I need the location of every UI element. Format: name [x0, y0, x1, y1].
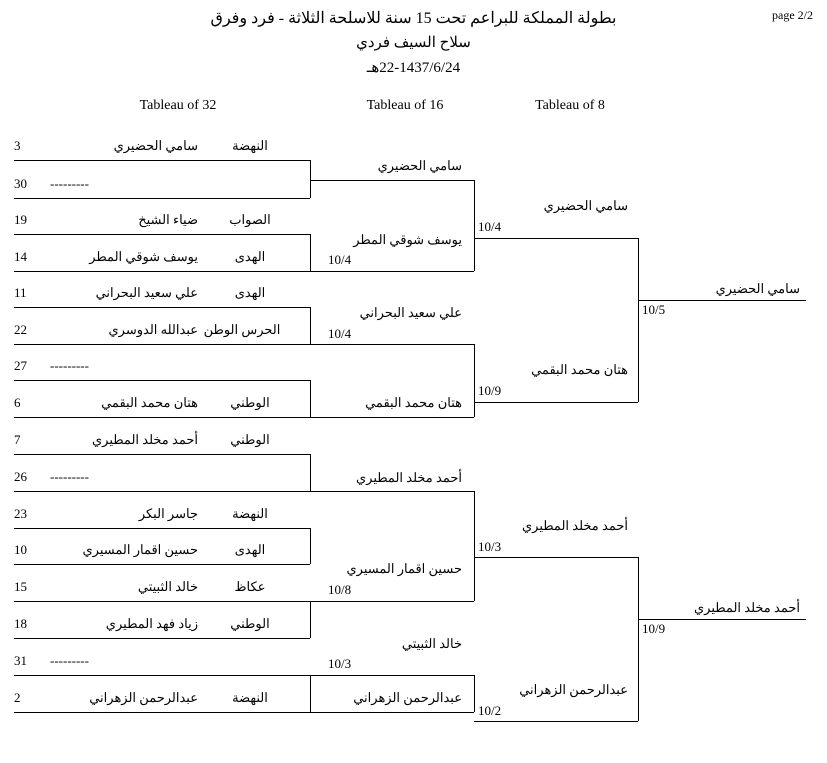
player-name: زياد فهد المطيري [105, 616, 198, 631]
connector-line [638, 238, 639, 402]
column-header-round8: Tableau of 8 [535, 98, 605, 113]
entry-line [14, 564, 310, 565]
player-club: الوطني [230, 432, 270, 447]
connector-line [638, 557, 639, 721]
player-name: يوسف شوقي المطر [89, 249, 198, 264]
seed-number: 23 [14, 506, 27, 521]
entry-line [310, 344, 474, 345]
player-club: النهضة [232, 690, 268, 705]
round4-score: 10/5 [642, 302, 666, 317]
seed-number: 3 [14, 138, 21, 153]
seed-number: 7 [14, 432, 21, 447]
seed-number: 14 [14, 249, 27, 264]
page-number: page 2/2 [772, 8, 813, 22]
player-club: الوطني [230, 395, 270, 410]
connector-line [310, 675, 311, 712]
seed-number: 19 [14, 212, 27, 227]
round16-winner-name: سامي الحضيري [377, 158, 462, 173]
player-name: حسين اقمار المسيري [82, 542, 198, 557]
player-name: عبدالله الدوسري [108, 322, 198, 337]
seed-number: 31 [14, 653, 27, 668]
round16-winner-name: أحمد مخلد المطيري [356, 470, 462, 485]
seed-number: 2 [14, 690, 21, 705]
seed-number: 18 [14, 616, 27, 631]
round8-winner-name: هتان محمد البقمي [531, 362, 628, 377]
connector-line [310, 601, 311, 638]
connector-line [474, 180, 475, 271]
player-club: النهضة [232, 138, 268, 153]
entry-line [14, 271, 310, 272]
entry-line [14, 528, 310, 529]
player-club: عكاظ [234, 579, 266, 594]
entry-line [310, 601, 474, 602]
entry-line [14, 198, 310, 199]
round4-score: 10/9 [642, 621, 666, 636]
round16-score: 10/4 [328, 326, 352, 341]
round8-winner-name: عبدالرحمن الزهراني [519, 682, 628, 697]
player-club: الحرس الوطن [203, 322, 281, 337]
seed-number: 27 [14, 358, 27, 373]
entry-line [14, 234, 310, 235]
round4-winner-name: سامي الحضيري [715, 281, 800, 296]
entry-line [14, 344, 310, 345]
player-name: خالد الثبيتي [137, 579, 198, 594]
entry-line [14, 160, 310, 161]
player-name: --------- [50, 176, 89, 191]
round16-score: 10/3 [328, 656, 352, 671]
connector-line [310, 380, 311, 417]
entry-line [474, 557, 638, 558]
page-subtitle: سلاح السيف فردي [356, 35, 471, 51]
connector-line [310, 528, 311, 564]
round16-winner-name: حسين اقمار المسيري [346, 561, 462, 576]
player-club: الصواب [229, 212, 271, 227]
entry-line [474, 721, 638, 722]
player-name: علي سعيد البحراني [95, 285, 198, 300]
player-club: الهدى [234, 249, 266, 264]
seed-number: 6 [14, 395, 21, 410]
player-name: جاسر البكر [138, 506, 198, 521]
round8-winner-name: سامي الحضيري [543, 198, 628, 213]
entry-line [14, 601, 310, 602]
seed-number: 10 [14, 542, 27, 557]
connector-line [474, 675, 475, 712]
player-club: الوطني [230, 616, 270, 631]
round16-winner-name: علي سعيد البحراني [359, 305, 462, 320]
seed-number: 15 [14, 579, 27, 594]
player-name: عبدالرحمن الزهراني [89, 690, 198, 705]
entry-line [14, 380, 310, 381]
entry-line [14, 638, 310, 639]
player-name: --------- [50, 469, 89, 484]
entry-line [310, 271, 474, 272]
entry-line [310, 491, 474, 492]
player-club: الهدى [234, 542, 266, 557]
round8-score: 10/2 [478, 703, 502, 718]
page-date: 22-1437/6/24هـ [366, 60, 461, 76]
round16-winner-name: هتان محمد البقمي [365, 395, 462, 410]
seed-number: 26 [14, 469, 27, 484]
column-header-round32: Tableau of 32 [139, 98, 217, 113]
seed-number: 11 [14, 285, 27, 300]
player-club: النهضة [232, 506, 268, 521]
connector-line [310, 160, 311, 198]
round16-winner-name: عبدالرحمن الزهراني [353, 690, 462, 705]
entry-line [638, 619, 806, 620]
entry-line [638, 300, 806, 301]
player-name: سامي الحضيري [113, 138, 198, 153]
entry-line [310, 417, 474, 418]
entry-line [14, 417, 310, 418]
round8-winner-name: أحمد مخلد المطيري [522, 518, 628, 533]
player-name: --------- [50, 653, 89, 668]
seed-number: 30 [14, 176, 27, 191]
round8-score: 10/4 [478, 219, 502, 234]
player-name: أحمد مخلد المطيري [92, 432, 198, 447]
player-name: هتان محمد البقمي [101, 395, 198, 410]
connector-line [310, 234, 311, 271]
round8-score: 10/3 [478, 539, 502, 554]
entry-line [14, 454, 310, 455]
player-club: الهدى [234, 285, 266, 300]
connector-line [310, 307, 311, 344]
connector-line [474, 491, 475, 601]
round4-winner-name: أحمد مخلد المطيري [694, 600, 800, 615]
round16-score: 10/4 [328, 252, 352, 267]
connector-line [310, 454, 311, 491]
player-name: ضياء الشيخ [138, 212, 198, 227]
entry-line [14, 491, 310, 492]
entry-line [310, 712, 474, 713]
entry-line [14, 307, 310, 308]
entry-line [310, 180, 474, 181]
page-title: بطولة المملكة للبراعم تحت 15 سنة للاسلحة الثلاثة - فرد وفرق [210, 10, 617, 27]
entry-line [474, 238, 638, 239]
round8-score: 10/9 [478, 383, 502, 398]
round16-winner-name: خالد الثبيتي [401, 636, 462, 651]
seed-number: 22 [14, 322, 27, 337]
entry-line [474, 402, 638, 403]
entry-line [14, 712, 310, 713]
connector-line [474, 344, 475, 417]
entry-line [14, 675, 310, 676]
round16-winner-name: يوسف شوقي المطر [353, 232, 462, 247]
player-name: --------- [50, 358, 89, 373]
round16-score: 10/8 [328, 582, 352, 597]
column-header-round16: Tableau of 16 [366, 98, 444, 113]
entry-line [310, 675, 474, 676]
